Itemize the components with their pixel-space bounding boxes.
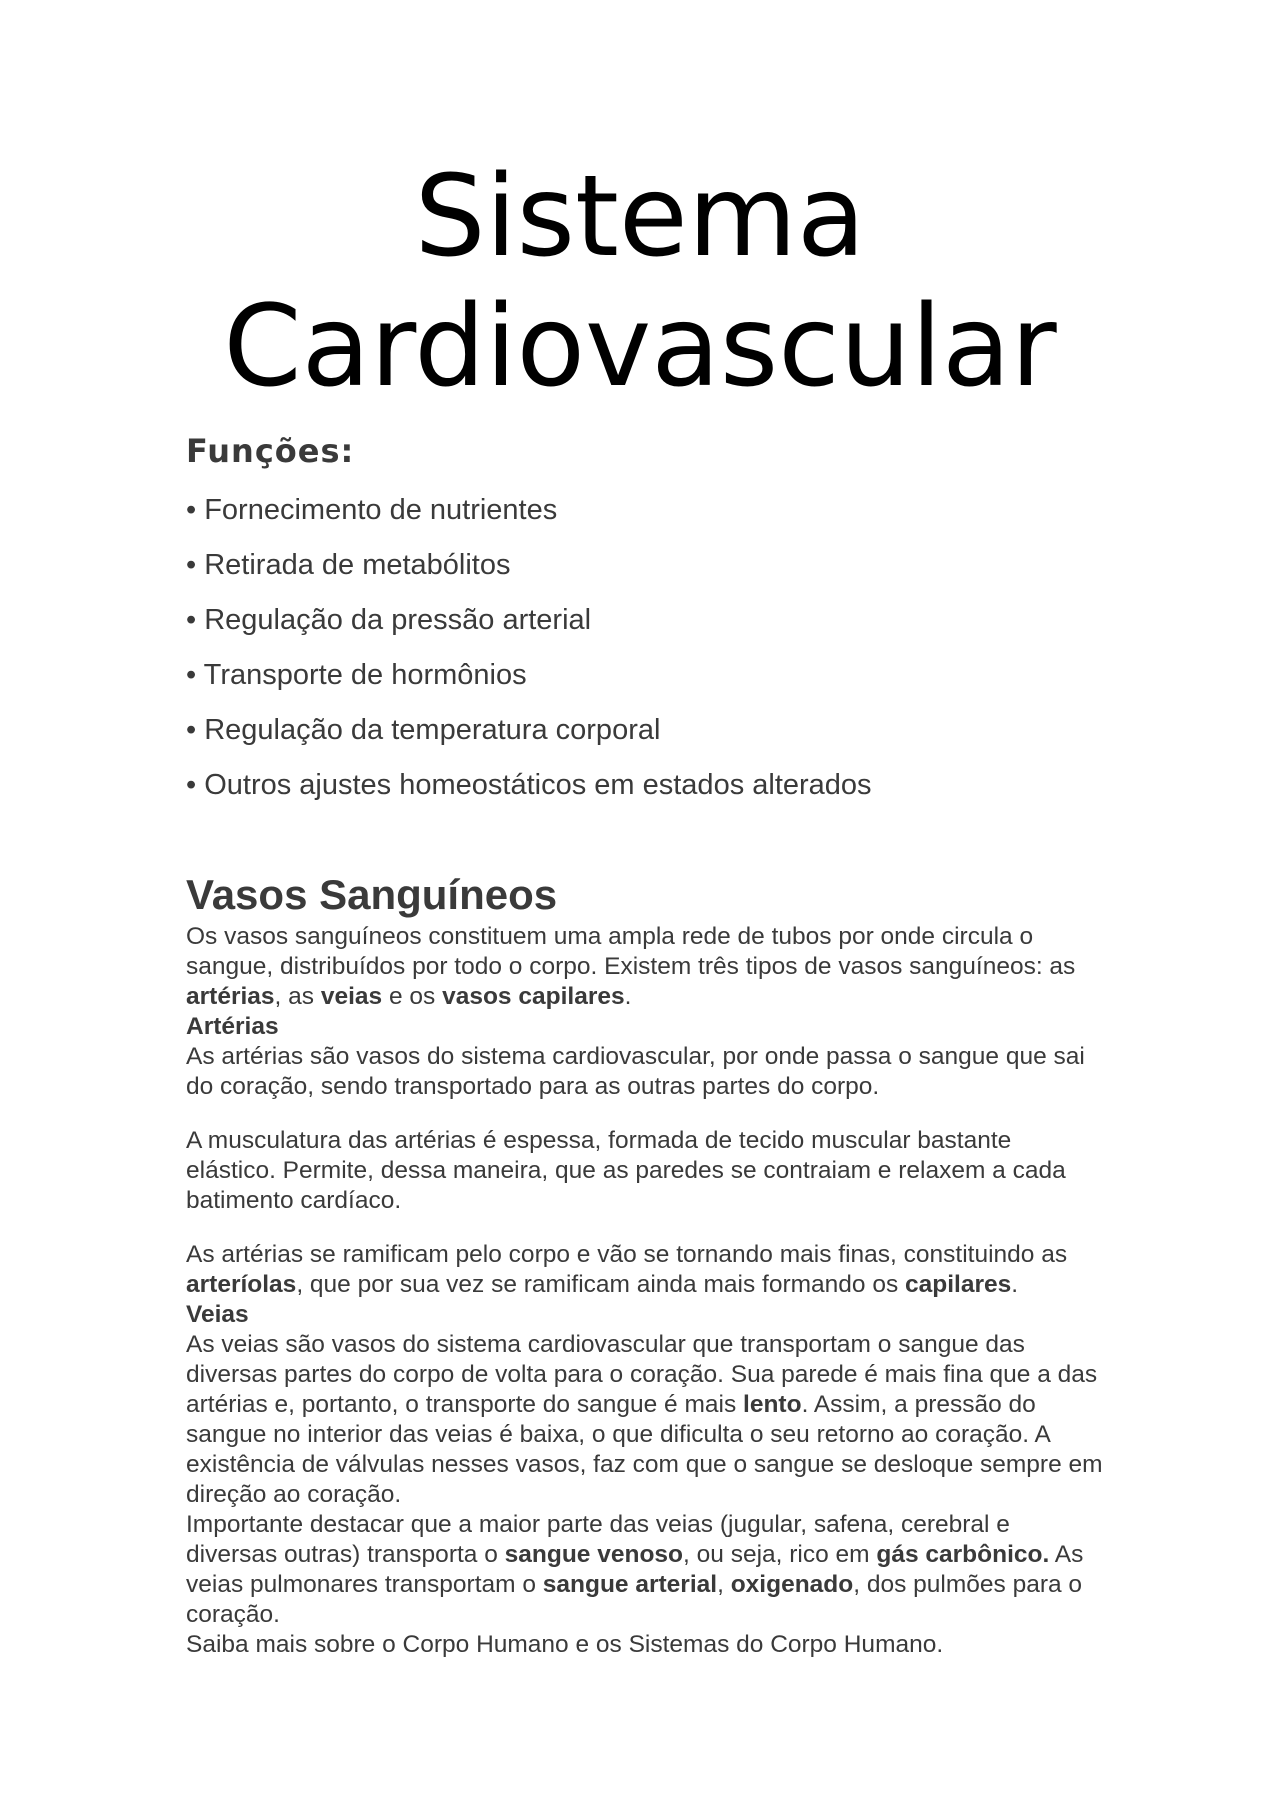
bold-term-sangue-venoso: sangue venoso [504, 1541, 684, 1568]
list-item: • Regulação da pressão arterial [186, 604, 592, 636]
bold-term-gas-carbonico: gás carbônico. [876, 1541, 1050, 1568]
bold-term-vasos-capilares: vasos capilares [442, 983, 625, 1010]
list-item: • Outros ajustes homeostáticos em estados alterados [186, 769, 872, 801]
veias-paragraph-3: Saiba mais sobre o Corpo Humano e os Sistemas do Corpo Humano. [186, 1631, 944, 1658]
bold-term-oxigenado: oxigenado [730, 1571, 854, 1598]
bold-term-arterias: artérias [186, 983, 275, 1010]
vasos-section [186, 870, 1106, 1660]
text-run: As veias são vasos do sistema cardiovascular que transportam o sangue das diversas partes do corpo de volta para o coração. Sua parede é mais fina que a das artérias e, portanto, o transporte do sangue é mais [186, 1331, 1098, 1418]
vasos-heading: Vasos Sanguíneos [186, 871, 558, 918]
bold-term-veias: veias [320, 983, 383, 1010]
text-run: . Assim, a pressão do sangue no interior das veias é baixa, o que dificulta o seu retorno ao coração. A existência de válvulas nesses vasos, faz com que o sangue se desloque sempre em direção ao coração. [186, 1391, 1103, 1508]
list-item: • Fornecimento de nutrientes [186, 494, 558, 526]
funcoes-heading: Funções: [186, 432, 355, 470]
funcoes-list [186, 492, 872, 822]
veias-paragraph-2 [186, 1510, 1106, 1630]
list-item: • Retirada de metabólitos [186, 549, 511, 581]
text-run: , ou seja, rico em [683, 1541, 877, 1568]
title-line-1: Sistema [414, 152, 866, 282]
vasos-intro-paragraph [186, 922, 1106, 1012]
text-run: , que por sua vez se ramificam ainda mais formando os [296, 1271, 906, 1298]
text-run: , as [274, 983, 321, 1010]
text-run: , [717, 1571, 731, 1598]
veias-heading: Veias [186, 1301, 249, 1328]
arterias-paragraph-2: A musculatura das artérias é espessa, formada de tecido muscular bastante elástico. Permite, dessa maneira, que as paredes se contraiam e relaxem a cada batimento cardíaco. [186, 1127, 1066, 1214]
bold-term-lento: lento [743, 1391, 802, 1418]
page-title [0, 152, 1280, 412]
text-run: , dos pulmões para o coração. [186, 1571, 1083, 1628]
text-run: Os vasos sanguíneos constituem uma ampla rede de tubos por onde circula o sangue, distribuídos por todo o corpo. Existem três tipos de vasos sanguíneos: as [186, 923, 1076, 980]
arterias-heading: Artérias [186, 1013, 279, 1040]
text-run: . [1011, 1271, 1019, 1298]
bold-term-sangue-arterial: sangue arterial [542, 1571, 718, 1598]
bold-term-capilares: capilares [905, 1271, 1012, 1298]
text-run: As artérias se ramificam pelo corpo e vão se tornando mais finas, constituindo as [186, 1241, 1068, 1268]
text-run: . [624, 983, 632, 1010]
arterias-paragraph-3 [186, 1240, 1106, 1300]
text-run: e os [382, 983, 443, 1010]
list-item: • Transporte de hormônios [186, 659, 527, 691]
text-run: As veias pulmonares transportam o [186, 1541, 1084, 1598]
bold-term-arteriolas: arteríolas [186, 1271, 297, 1298]
title-line-2: Cardiovascular [223, 282, 1057, 412]
veias-paragraph-1 [186, 1330, 1106, 1510]
arterias-paragraph-1: As artérias são vasos do sistema cardiovascular, por onde passa o sangue que sai do coração, sendo transportado para as outras partes do corpo. [186, 1043, 1085, 1100]
text-run: Importante destacar que a maior parte das veias (jugular, safena, cerebral e diversas outras) transporta o [186, 1511, 1010, 1568]
list-item: • Regulação da temperatura corporal [186, 714, 661, 746]
